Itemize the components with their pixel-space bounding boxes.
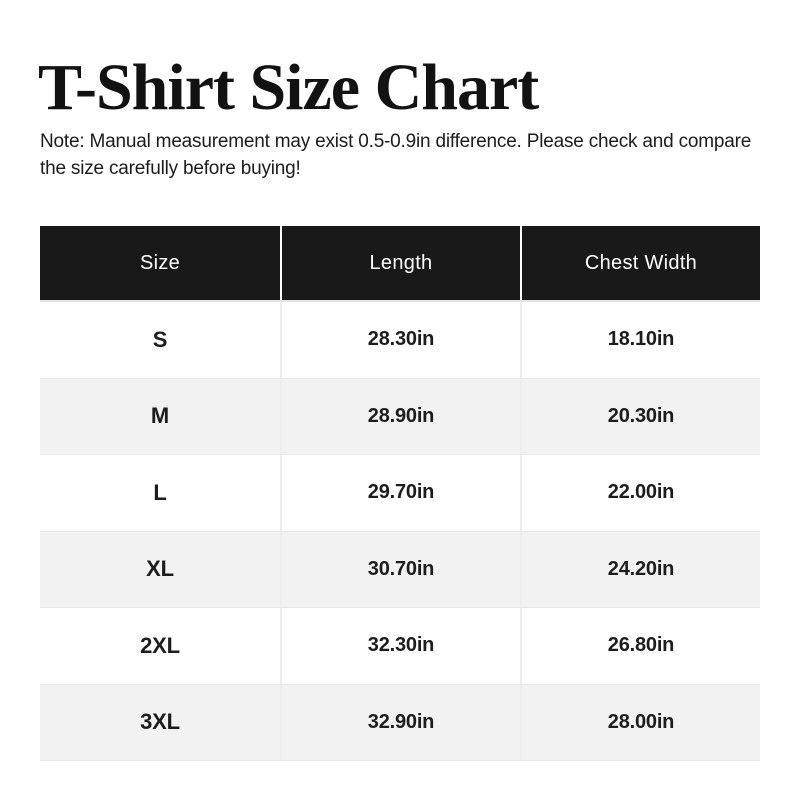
size-cell: S <box>152 326 168 352</box>
size-cell: M <box>150 403 170 429</box>
chest-width-cell: 20.30in <box>520 379 760 455</box>
size-cell: XL <box>146 556 174 582</box>
length-cell: 32.90in <box>280 685 520 761</box>
length-cell: 32.30in <box>280 608 520 684</box>
length-cell: 30.70in <box>280 532 520 608</box>
size-chart-table <box>40 226 760 761</box>
table-row <box>40 607 760 684</box>
column-header-size: Size <box>139 251 181 274</box>
size-cell: 3XL <box>140 709 180 735</box>
size-cell: 2XL <box>140 632 180 658</box>
chest-width-cell: 18.10in <box>520 302 760 378</box>
size-cell: L <box>153 479 167 505</box>
chest-width-cell: 26.80in <box>520 608 760 684</box>
measurement-note: Note: Manual measurement may exist 0.5-0.9in difference. Please check and compare the size carefully before buying! <box>40 131 752 179</box>
table-row <box>40 684 760 761</box>
length-cell: 29.70in <box>280 455 520 531</box>
table-row <box>40 454 760 531</box>
length-cell: 28.30in <box>280 302 520 378</box>
column-header-length: Length <box>280 226 520 300</box>
length-cell: 28.90in <box>280 379 520 455</box>
page-title: T-Shirt Size Chart <box>38 51 539 124</box>
table-body <box>40 302 760 761</box>
table-row <box>40 531 760 608</box>
table-row <box>40 302 760 378</box>
table-header-row <box>40 226 760 302</box>
chest-width-cell: 28.00in <box>520 685 760 761</box>
chest-width-cell: 22.00in <box>520 455 760 531</box>
column-header-chest-width: Chest Width <box>520 226 760 300</box>
table-row <box>40 378 760 455</box>
chest-width-cell: 24.20in <box>520 532 760 608</box>
